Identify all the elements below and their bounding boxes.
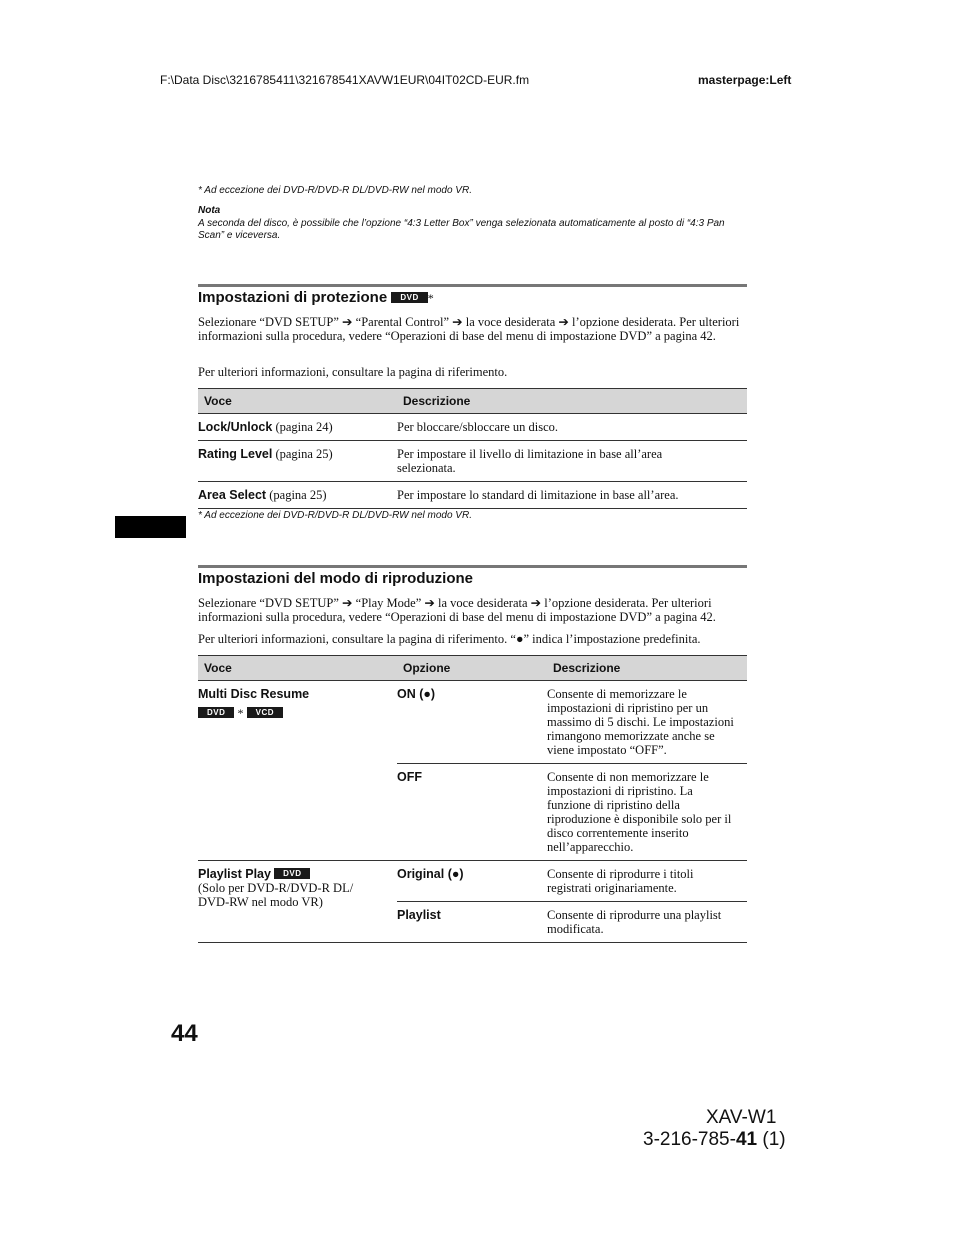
dvd-badge: DVD bbox=[274, 868, 310, 879]
table-header-row bbox=[198, 389, 747, 414]
desc-cell: Per bloccare/sbloccare un disco. bbox=[397, 414, 747, 441]
code-bold: 41 bbox=[735, 1129, 758, 1150]
table-row bbox=[198, 861, 747, 902]
masterpage-label: masterpage:Left bbox=[698, 73, 792, 87]
item-cell bbox=[198, 482, 397, 509]
table-row bbox=[198, 681, 747, 764]
item-name: Multi Disc Resume bbox=[198, 687, 310, 701]
vcd-badge: VCD bbox=[247, 707, 283, 718]
badge-group bbox=[198, 706, 397, 720]
col-header-voce: Voce bbox=[198, 389, 397, 414]
section-rule-protection bbox=[198, 284, 747, 287]
item-page-ref: (pagina 24) bbox=[272, 420, 333, 434]
col-header-voce: Voce bbox=[198, 656, 397, 681]
item-name: Area Select bbox=[198, 488, 267, 502]
dvd-badge: DVD bbox=[198, 707, 234, 718]
table-row bbox=[198, 414, 747, 441]
col-header-descrizione: Descrizione bbox=[397, 389, 747, 414]
asterisk-mark: * bbox=[237, 706, 244, 720]
item-name: Lock/Unlock bbox=[198, 420, 273, 434]
desc-cell: Consente di riprodurre una playlist modificata. bbox=[547, 902, 747, 943]
playmode-table bbox=[198, 655, 747, 943]
item-page-ref: (pagina 25) bbox=[266, 488, 327, 502]
option-cell: OFF bbox=[397, 764, 547, 861]
item-name: Playlist Play bbox=[198, 867, 271, 881]
col-header-opzione: Opzione bbox=[397, 656, 547, 681]
protection-ref: Per ulteriori informazioni, consultare la pagina di riferimento. bbox=[198, 365, 508, 379]
option-cell: Original (●) bbox=[397, 861, 547, 902]
section-rule-playmode bbox=[198, 565, 747, 568]
dvd-badge: DVD bbox=[391, 292, 427, 303]
table-row bbox=[198, 482, 747, 509]
section-title-protection bbox=[198, 289, 434, 306]
item-cell bbox=[198, 414, 397, 441]
playmode-ref: Per ulteriori informazioni, consultare la pagina di riferimento. “●” indica l’impostazione predefinita. bbox=[198, 632, 701, 646]
desc-cell: Consente di riprodurre i titoli registrati originariamente. bbox=[547, 861, 747, 902]
note-label: Nota bbox=[198, 205, 221, 216]
item-title-line bbox=[198, 867, 397, 881]
protection-intro: Selezionare “DVD SETUP” ➔ “Parental Control” ➔ la voce desiderata ➔ l’opzione desiderata. Per ulteriori informazioni sulla procedura, vedere “Operazioni di base del menu di impostazione DVD” a pagina 42. bbox=[198, 315, 740, 343]
item-note: (Solo per DVD-R/DVD-R DL/ DVD-RW nel modo VR) bbox=[198, 881, 354, 909]
desc-cell: Per impostare lo standard di limitazione in base all’area. bbox=[397, 482, 747, 509]
table-row bbox=[198, 441, 747, 482]
protection-table bbox=[198, 388, 747, 509]
desc-cell: Consente di non memorizzare le impostazioni di ripristino. La funzione di ripristino della riproduzione è disponibile solo per il disco correntemente inserito nell’apparecchio. bbox=[547, 764, 747, 861]
model-name: XAV-W1 bbox=[706, 1107, 777, 1128]
item-cell bbox=[198, 681, 397, 861]
table-header-row bbox=[198, 656, 747, 681]
chapter-tab-marker bbox=[115, 516, 186, 538]
protection-footnote: * Ad eccezione dei DVD-R/DVD-R DL/DVD-RW nel modo VR. bbox=[198, 510, 472, 521]
item-cell bbox=[198, 861, 397, 943]
item-page-ref: (pagina 25) bbox=[272, 447, 333, 461]
code-prefix: 3-216-785- bbox=[643, 1129, 736, 1150]
note-text: A seconda del disco, è possibile che l’opzione “4:3 Letter Box” venga selezionata automaticamente al posto di “4:3 Pan Scan” e viceversa. bbox=[198, 218, 725, 241]
document-code bbox=[643, 1129, 786, 1151]
section-title-text: Impostazioni di protezione bbox=[198, 289, 388, 306]
desc-cell: Per impostare il livello di limitazione in base all’area selezionata. bbox=[397, 441, 747, 482]
section-title-playmode: Impostazioni del modo di riproduzione bbox=[198, 570, 473, 587]
item-cell bbox=[198, 441, 397, 482]
col-header-descrizione: Descrizione bbox=[547, 656, 747, 681]
asterisk-mark: * bbox=[427, 291, 434, 305]
top-footnote: * Ad eccezione dei DVD-R/DVD-R DL/DVD-RW nel modo VR. bbox=[198, 185, 472, 196]
option-cell: ON (●) bbox=[397, 681, 547, 764]
playmode-intro: Selezionare “DVD SETUP” ➔ “Play Mode” ➔ la voce desiderata ➔ l’opzione desiderata. Per ulteriori informazioni sulla procedura, vedere “Operazioni di base del menu di impostazione DVD” a pagina 42. bbox=[198, 596, 716, 624]
page-number: 44 bbox=[171, 1020, 198, 1047]
item-name: Rating Level bbox=[198, 447, 273, 461]
option-cell: Playlist bbox=[397, 902, 547, 943]
code-suffix: (1) bbox=[757, 1129, 786, 1150]
file-path-header: F:\Data Disc\3216785411\321678541XAVW1EUR\04IT02CD-EUR.fm bbox=[160, 73, 530, 87]
desc-cell: Consente di memorizzare le impostazioni di ripristino per un massimo di 5 dischi. Le impostazioni rimangono memorizzate anche se viene impostato “OFF”. bbox=[547, 681, 747, 764]
